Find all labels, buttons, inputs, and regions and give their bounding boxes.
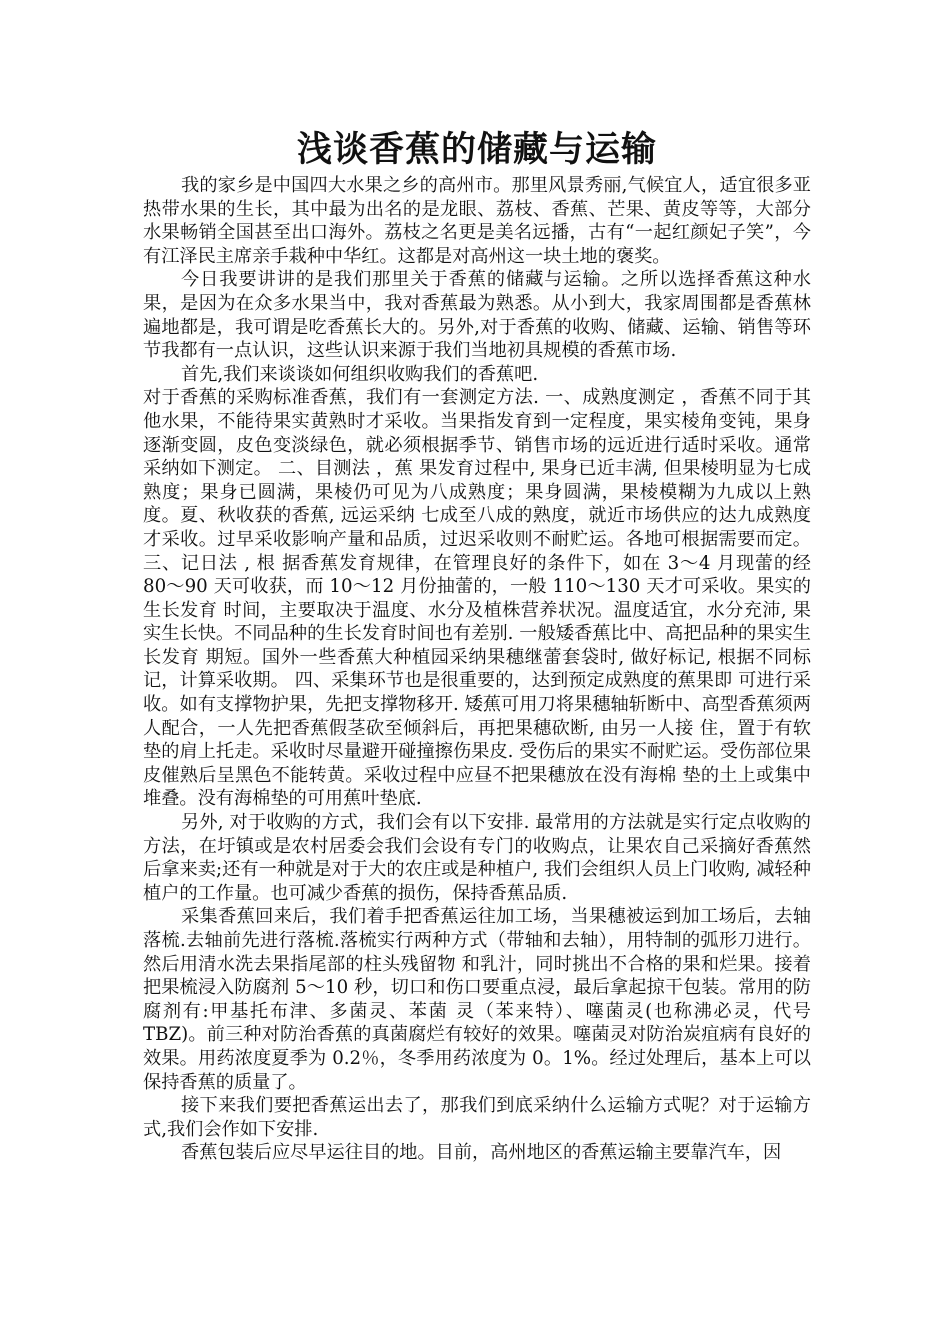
paragraph-topic: 今日我要讲讲的是我们那里关于香蕉的储藏与运输。之所以选择香蕉这种水果，是因为在众多水果当中，我对香蕉最为熟悉。从小到大，我家周围都是香蕉林遍地都是，我可谓是吃香蕉长大的。另外,对于香蕉的收购、储藏、运输、销售等环节我都有一点认识，这些认识来源于我们当地初具规模的香蕉市场. [143, 269, 811, 362]
paragraph-transport: 香蕉包装后应尽早运往目的地。目前，高州地区的香蕉运输主要靠汽车，因 [181, 1142, 782, 1164]
paragraph-purchase-method: 另外, 对于收购的方式，我们会有以下安排. 最常用的方法就是实行定点收购的方法，在圩镇或是农村居委会我们会设有专门的收购点，让果农自己采摘好香蕉然后拿来卖;还有一种就是对于大的农庄或是种植户, 我们会组织人员上门收购, 减轻种植户的工作量。也可减少香蕉的损伤，保持香蕉品质. [143, 812, 811, 904]
document-page [143, 128, 811, 1165]
document-title: 浅谈香蕉的储藏与运输 [296, 130, 657, 170]
paragraph-intro: 我的家乡是中国四大水果之乡的高州市。那里风景秀丽,气候宜人，适宜很多亚热带水果的生长，其中最为出名的是龙眼、荔枝、香蕉、芒果、黄皮等等，大部分水果畅销全国甚至出口海外。荔枝之名更是美名远播，古有“一起红颜妃子笑”，今有江泽民主席亲手栽种中华红。这都是对高州这一块土地的褒奖。 [143, 175, 811, 267]
paragraph-first: 首先,我们来谈谈如何组织收购我们的香蕉吧. [181, 363, 539, 385]
paragraph-transport-intro: 接下来我们要把香蕉运出去了，那我们到底采纳什么运输方式呢？对于运输方式,我们会作如下安排. [143, 1095, 811, 1140]
paragraph-processing: 采集香蕉回来后，我们着手把香蕉运往加工场，当果穗被运到加工场后，去轴落梳.去轴前先进行落梳.落梳实行两种方式（带轴和去轴），用特制的弧形刀进行。然后用清水洗去果指尾部的柱头残留物 和乳汁，同时挑出不合格的果和烂果。接着把果梳浸入防腐剂 5～10 秒，切口和伤口要重点浸，最后拿起掠干包装。常用的防腐剂有:甲基托布津、多菌灵、苯菌 灵（苯来特）、噻菌灵(也称沸必灵，代号 TBZ)。前三种对防治香蕉的真菌腐烂有较好的效果。噻菌灵对防治炭疽病有良好的效果。用药浓度夏季为 0.2％，冬季用药浓度为 0。1%。经过处理后，基本上可以保持香蕉的质量了。 [143, 906, 811, 1093]
paragraph-standards: 对于香蕉的采购标准香蕉，我们有一套测定方法. 一、成熟度测定 ，香蕉不同于其他水果，不能待果实黄熟时才采收。当果指发育到一定程度，果实棱角变钝，果身逐渐变圆，皮色变淡绿色，就必须根据季节、销售市场的远近进行适时采收。通常采纳如下测定。 二、目测法 ，蕉 果发育过程中, 果身已近丰满, 但果棱明显为七成熟度；果身已圆满，果棱仍可见为八成熟度；果身圆满，果棱模糊为九成以上熟度。夏、秋收获的香蕉, 远运采纳 七成至八成的熟度，就近市场供应的达九成熟度才采收。过早采收影响产量和品质，过迟采收则不耐贮运。各地可根据需要而定。 三、记日法 , 根 据香蕉发育规律，在管理良好的条件下，如在 3～4 月现蕾的经 80～90 天可收获，而 10～12 月份抽蕾的，一般 110～130 天才可采收。果实的生长发育 时间，主要取决于温度、水分及植株营养状况。温度适宜，水分充沛, 果实生长快。不同品种的生长发育时间也有差别. 一般矮香蕉比中、高把品种的果实生长发育 期短。国外一些香蕉大种植园采纳果穗继蕾套袋时, 做好标记, 根据不同标记，计算采收期。 四、采集环节也是很重要的，达到预定成熟度的蕉果即 可进行采收。如有支撑物护果，先把支撑物移开. 矮蕉可用刀将果穗轴斩断中、高型香蕉须两人配合，一人先把香蕉假茎砍至倾斜后，再把果穗砍断, 由另一人接 住，置于有软垫的肩上托走。采收时尽量避开碰撞擦伤果皮. 受伤后的果实不耐贮运。受伤部位果皮催熟后呈黑色不能转黄。采收过程中应昼不把果穗放在没有海棉 垫的土上或集中堆叠。没有海棉垫的可用蕉叶垫底. [143, 387, 811, 810]
